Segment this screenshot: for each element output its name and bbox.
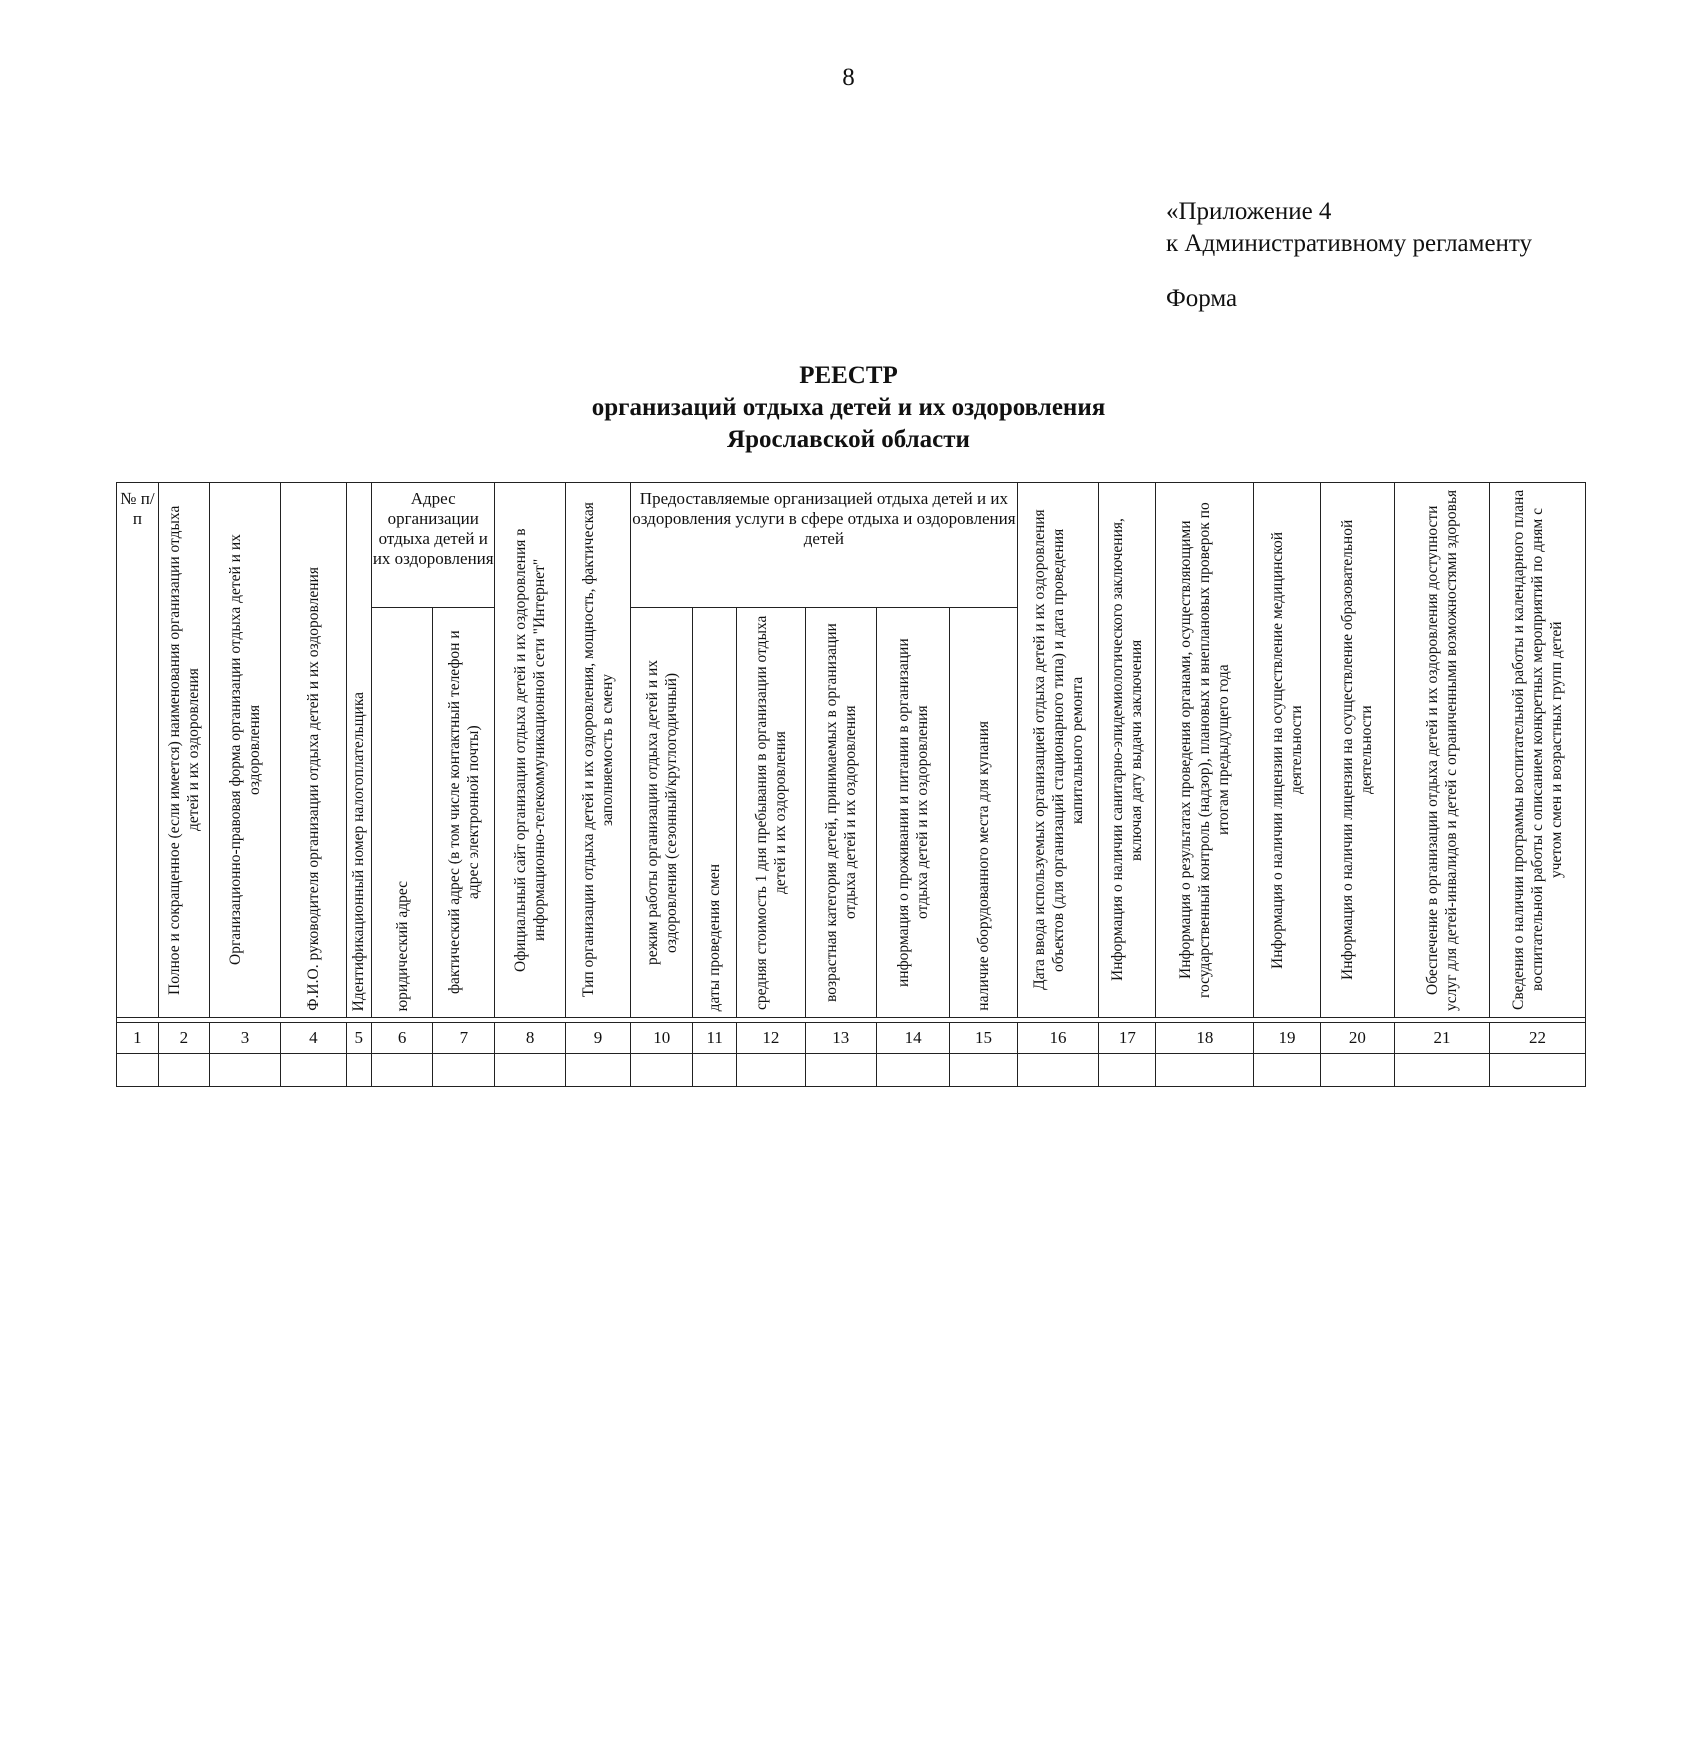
header-col-4: Ф.И.О. руководителя организации отдыха детей и их оздоровления (304, 567, 322, 1011)
table-cell (565, 1054, 630, 1087)
column-number: 1 (117, 1023, 159, 1054)
table-cell (876, 1054, 949, 1087)
header-col-3: Организационно-правовая форма организации отдыха детей и их оздоровления (227, 534, 264, 966)
header-col-13: возрастная категория детей, принимаемых в организации отдыха детей и их оздоровления (822, 623, 859, 1002)
header-address-group: Адрес организации отдыха детей и их оздоровления (372, 483, 495, 608)
header-col-17: Информация о наличии санитарно-эпидемиологического заключения, включая дату выдачи заключения (1109, 518, 1146, 982)
header-col-20: Информация о наличии лицензии на осуществление образовательной деятельности (1339, 519, 1376, 981)
table-cell (1254, 1054, 1320, 1087)
title-line-3: Ярославской области (727, 426, 970, 453)
column-number: 8 (495, 1023, 565, 1054)
table-cell (805, 1054, 876, 1087)
table-cell (372, 1054, 433, 1087)
header-col-16: Дата ввода используемых организацией отдыха детей и их оздоровления объектов (для организаций стационарного типа) и дата проведения капитального ремонта (1030, 509, 1086, 991)
column-number: 16 (1017, 1023, 1099, 1054)
column-number: 10 (631, 1023, 693, 1054)
appendix-line-1: «Приложение 4 (1166, 198, 1332, 225)
table-cell (1099, 1054, 1156, 1087)
column-number: 19 (1254, 1023, 1320, 1054)
column-number: 3 (209, 1023, 280, 1054)
header-col-10: режим работы организации отдыха детей и их оздоровления (сезонный/круглогодичный) (643, 659, 680, 966)
column-number: 7 (433, 1023, 495, 1054)
column-number: 12 (737, 1023, 805, 1054)
table-cell (1156, 1054, 1254, 1087)
header-col-15: наличие оборудованного места для купания (975, 721, 993, 1011)
table-cell (281, 1054, 346, 1087)
header-col-2: Полное и сокращенное (если имеется) наименования организации отдыха детей и их оздоровления (165, 505, 202, 995)
column-number: 6 (372, 1023, 433, 1054)
table-cell (1017, 1054, 1099, 1087)
title-line-1: РЕЕСТР (799, 362, 898, 389)
header-col-22: Сведения о наличии программы воспитательной работы и календарного плана воспитательной работы с описанием конкретных мероприятий по дням с учетом смен и возрастных групп детей (1509, 489, 1565, 1011)
form-label: Форма (1166, 285, 1238, 312)
header-col-14: информация о проживании и питании в организации отдыха детей и их оздоровления (895, 638, 932, 987)
title-line-2: организаций отдыха детей и их оздоровления (591, 394, 1106, 421)
header-col-11: даты проведения смен (706, 863, 724, 1011)
empty-data-row (117, 1054, 1586, 1087)
appendix-line-2: к Административному регламенту (1166, 230, 1533, 257)
header-col-9: Тип организации отдыха детей и их оздоровления, мощность, фактическая заполняемость в смену (579, 502, 616, 998)
column-number: 21 (1395, 1023, 1490, 1054)
table-cell (693, 1054, 737, 1087)
table-cell (209, 1054, 280, 1087)
table-cell (117, 1054, 159, 1087)
table-cell (1320, 1054, 1394, 1087)
header-services-group: Предоставляемые организацией отдыха детей и их оздоровления услуги в сфере отдыха и оздоровления детей (631, 483, 1018, 608)
table-cell (495, 1054, 565, 1087)
table-cell (950, 1054, 1017, 1087)
column-number: 22 (1489, 1023, 1585, 1054)
header-col-19: Информация о наличии лицензии на осуществление медицинской деятельности (1268, 531, 1305, 969)
column-numbers-row (117, 1023, 1586, 1054)
header-col-7: фактический адрес (в том числе контактный телефон и адрес электронной почты) (445, 630, 482, 995)
header-col-5: Идентификационный номер налогоплательщика (350, 691, 368, 1011)
header-col-8: Официальный сайт организации отдыха детей и их оздоровления в информационно-телекоммуникационной сети "Интернет" (512, 528, 549, 972)
table-cell (346, 1054, 372, 1087)
column-number: 4 (281, 1023, 346, 1054)
header-number: № п/п (117, 483, 159, 1018)
table-cell (737, 1054, 805, 1087)
table-cell (631, 1054, 693, 1087)
column-number: 14 (876, 1023, 949, 1054)
column-number: 13 (805, 1023, 876, 1054)
registry-table (116, 482, 1586, 1087)
table-cell (433, 1054, 495, 1087)
column-number: 20 (1320, 1023, 1394, 1054)
header-col-18: Информация о результатах проведения органами, осуществляющими государственный контроль (надзор), плановых и внеплановых проверок по итогам предыдущего года (1177, 502, 1233, 998)
header-col-12: средняя стоимость 1 дня пребывания в организации отдыха детей и их оздоровления (752, 615, 789, 1010)
column-number: 18 (1156, 1023, 1254, 1054)
column-number: 2 (158, 1023, 209, 1054)
appendix-heading (1166, 196, 1532, 315)
table-cell (1395, 1054, 1490, 1087)
column-number: 9 (565, 1023, 630, 1054)
table-cell (158, 1054, 209, 1087)
column-number: 15 (950, 1023, 1017, 1054)
header-col-6: юридический адрес (393, 880, 411, 1011)
column-number: 17 (1099, 1023, 1156, 1054)
column-number: 5 (346, 1023, 372, 1054)
document-title (0, 360, 1697, 456)
header-col-21: Обеспечение в организации отдыха детей и их оздоровления доступности услуг для детей-инвалидов и детей с ограниченными возможностями здоровья (1424, 489, 1461, 1011)
table-cell (1489, 1054, 1585, 1087)
page-number: 8 (842, 64, 855, 91)
column-number: 11 (693, 1023, 737, 1054)
